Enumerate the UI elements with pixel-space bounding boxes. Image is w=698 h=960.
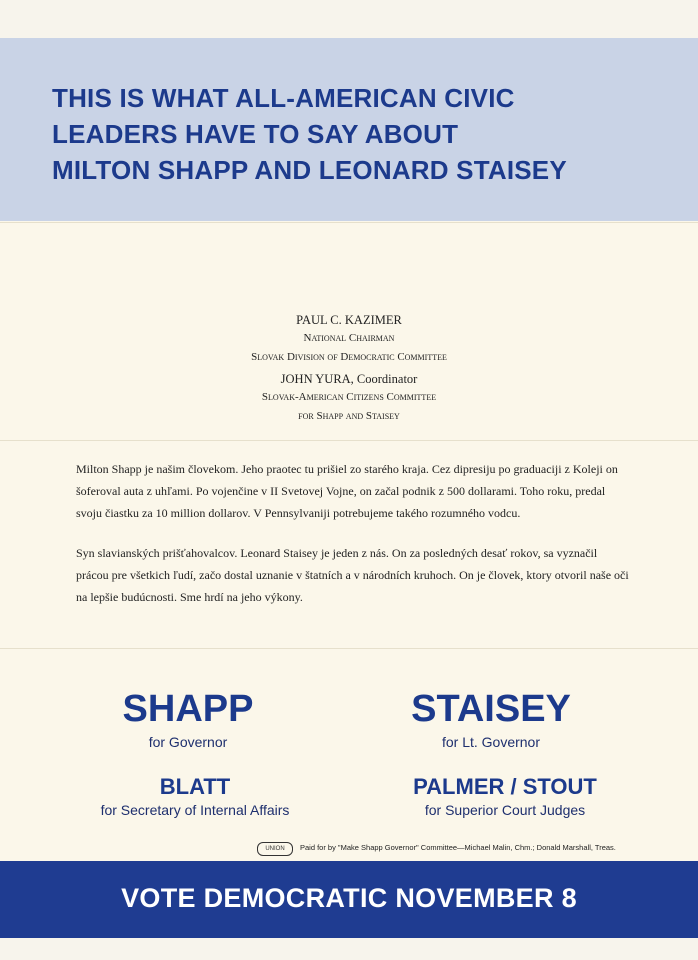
candidate-office: for Lt. Governor <box>441 734 541 750</box>
candidate-name: PALMER / STOUT <box>413 774 597 799</box>
endorser-title: National Chairman <box>303 332 395 344</box>
footer-band <box>0 861 698 938</box>
vote-slogan: VOTE DEMOCRATIC NOVEMBER 8 <box>121 883 577 913</box>
candidate-palmer-stout <box>385 773 625 818</box>
union-bug-icon: UNION <box>257 842 293 856</box>
body-paragraph-staisey: Syn slavianských prišťahovalcov. Leonard Staisey je jeden z nás. On za posledných desať rokov, sa vyznačil prácou pre všetkich ľudí, začo dostal uznanie v štatních a v národních kruhoch. On je človek, ktory otvoril naše oči na lepšie budúcnosti. Sme hrdí na jeho výkony. <box>76 546 629 604</box>
candidate-staisey <box>380 686 602 750</box>
headline-line-3: MILTON SHAPP AND LEONARD STAISEY <box>52 155 567 185</box>
endorser-title: Slovak-American Citizens Committee <box>261 391 437 403</box>
candidate-office: for Secretary of Internal Affairs <box>100 802 290 818</box>
candidate-name: BLATT <box>159 774 231 799</box>
bottom-margin <box>0 938 698 960</box>
fold-line <box>0 440 698 441</box>
candidate-name: SHAPP <box>122 688 254 730</box>
body-paragraph-shapp: Milton Shapp je našim človekom. Jeho praotec tu prišiel zo starého kraja. Cez dipresiju po graduaciji z Koleji on šoferoval auta z uhľami. Po vojenčine v II Svetovej Vojne, on začal podnik z 500 dollarami. Toho roku, predal svoju čiastku za 10 million dollarov. V Pennsylvaniji potrebujeme takého rozumného vodcu. <box>76 462 618 520</box>
fold-line <box>0 222 698 223</box>
top-margin <box>0 0 698 38</box>
candidate-office: for Superior Court Judges <box>424 802 586 818</box>
paid-for-disclaimer: Paid for by "Make Shapp Governor" Committee—Michael Malin, Chm.; Donald Marshall, Treas. <box>300 843 616 852</box>
headline-line-1: THIS IS WHAT ALL-AMERICAN CIVIC <box>52 83 515 113</box>
headline-line-2: LEADERS HAVE TO SAY ABOUT <box>52 119 459 149</box>
fold-line <box>0 648 698 649</box>
candidate-name: STAISEY <box>411 688 571 730</box>
headline <box>52 80 672 188</box>
candidate-office: for Governor <box>148 734 228 750</box>
candidate-shapp <box>88 686 288 750</box>
endorser-name: JOHN YURA, Coordinator <box>280 372 418 386</box>
endorser-name: PAUL C. KAZIMER <box>296 313 402 327</box>
endorser-title: for Shapp and Staisey <box>298 410 400 422</box>
endorser-title: Slovak Division of Democratic Committee <box>251 351 447 363</box>
candidate-blatt <box>60 773 330 818</box>
endorsers-block <box>0 312 698 426</box>
